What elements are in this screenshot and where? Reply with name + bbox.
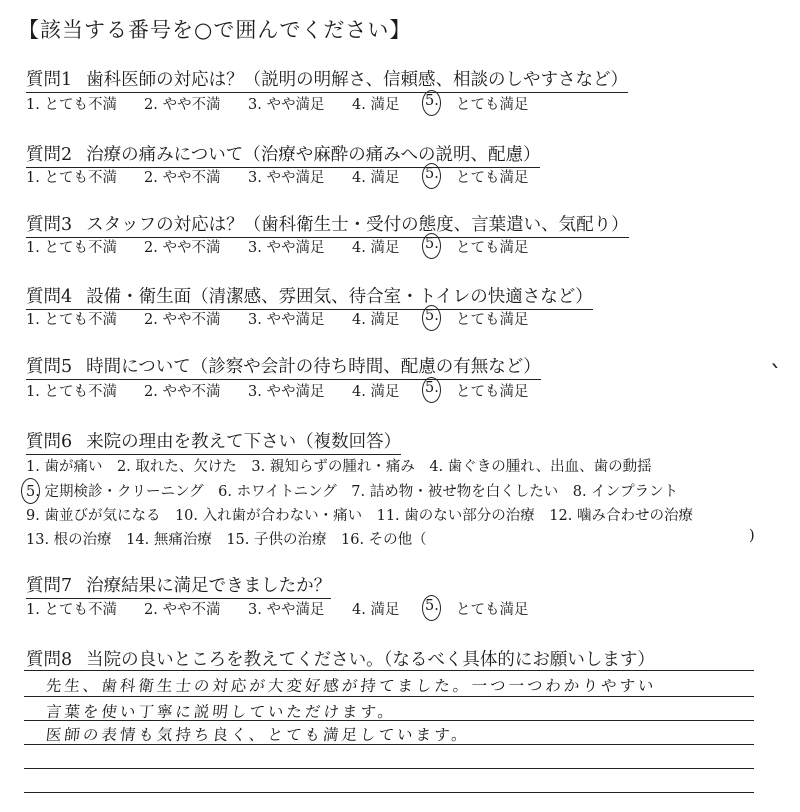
q3-option-2[interactable]: 2. やや不満 <box>144 240 221 256</box>
handwritten-answer-line-3[interactable]: 医師の表情も気持ち良く、とても満足しています。 <box>44 726 471 744</box>
q1-option-4[interactable]: 4. 満足 <box>352 97 400 113</box>
q2-option-2[interactable]: 2. やや不満 <box>144 170 221 186</box>
question-8-title <box>26 646 655 672</box>
q5-selection-circle <box>422 377 441 403</box>
q7-option-1[interactable]: 1. とても不満 <box>26 602 117 618</box>
survey-header: 【該当する番号を○で囲んでください】 <box>18 18 412 42</box>
q2-selection-circle <box>422 163 441 189</box>
q4-selection-circle <box>422 305 441 331</box>
q6-reason-row-2[interactable]: 5. 定期検診・クリーニング 6. ホワイトニング 7. 詰め物・被せ物を白くしたい 8. インプラント <box>26 484 679 500</box>
answer-rule-6 <box>24 792 754 793</box>
q5-option-4[interactable]: 4. 満足 <box>352 384 400 400</box>
q1-option-1[interactable]: 1. とても不満 <box>26 97 117 113</box>
q1-option-2[interactable]: 2. やや不満 <box>144 97 221 113</box>
q2-option-3[interactable]: 3. やや満足 <box>248 170 325 186</box>
answer-rule-2 <box>24 696 754 697</box>
q6-other-close-paren: ) <box>749 528 755 544</box>
handwritten-answer-line-2[interactable]: 言葉を使い丁寧に説明していただけます。 <box>44 703 398 721</box>
q5-option-2[interactable]: 2. やや不満 <box>144 384 221 400</box>
q7-option-5[interactable]: 5. <box>425 598 439 614</box>
q1-option-3[interactable]: 3. やや満足 <box>248 97 325 113</box>
handwritten-answer-line-1[interactable]: 先生、歯科衛生士の対応が大変好感が持てました。一つ一つわかりやすい <box>44 677 658 695</box>
q6-reason-row-3[interactable]: 9. 歯並びが気になる 10. 入れ歯が合わない・痛い 11. 歯のない部分の治療 12. 噛み合わせの治療 <box>26 508 693 524</box>
question-3-title <box>26 211 629 238</box>
q1-option-5-label: とても満足 <box>456 97 529 113</box>
q3-option-4[interactable]: 4. 満足 <box>352 240 400 256</box>
question-4-text: 設備・衛生面（清潔感、雰囲気、待合室・トイレの快適さなど） <box>86 287 593 307</box>
q1-option-5[interactable]: 5. <box>425 93 439 109</box>
question-2-text: 治療の痛みについて（治療や麻酔の痛みへの説明、配慮） <box>86 145 541 165</box>
q7-selection-circle <box>422 595 441 621</box>
q6-selection-circle <box>21 478 40 504</box>
answer-rule-5 <box>24 768 754 769</box>
question-6-title <box>26 428 401 455</box>
q2-option-5-label: とても満足 <box>456 170 529 186</box>
q4-option-5[interactable]: 5. <box>425 308 439 324</box>
question-7-title <box>26 572 331 599</box>
q7-option-4[interactable]: 4. 満足 <box>352 602 400 618</box>
question-7-number: 質問7 <box>26 576 73 596</box>
question-5-text: 時間について（診察や会計の待ち時間、配慮の有無など） <box>86 357 541 377</box>
stray-pen-mark: ˋ <box>770 361 782 389</box>
q2-option-1[interactable]: 1. とても不満 <box>26 170 117 186</box>
q3-option-1[interactable]: 1. とても不満 <box>26 240 117 256</box>
q3-option-5[interactable]: 5. <box>425 236 439 252</box>
question-5-title <box>26 353 541 380</box>
question-4-number: 質問4 <box>26 287 73 307</box>
question-8-text: 当院の良いところを教えてください。（なるべく具体的にお願いします） <box>86 650 655 670</box>
q1-selection-circle <box>422 90 441 116</box>
q6-reason-row-4[interactable]: 13. 根の治療 14. 無痛治療 15. 子供の治療 16. その他（ <box>26 532 427 548</box>
q5-option-3[interactable]: 3. やや満足 <box>248 384 325 400</box>
q4-option-4[interactable]: 4. 満足 <box>352 312 400 328</box>
q3-selection-circle <box>422 233 441 259</box>
q7-option-5-label: とても満足 <box>456 602 529 618</box>
q4-option-1[interactable]: 1. とても不満 <box>26 312 117 328</box>
question-7-text: 治療結果に満足できましたか？ <box>86 576 332 596</box>
q3-option-5-label: とても満足 <box>456 240 529 256</box>
question-6-text: 来院の理由を教えて下さい（複数回答） <box>86 432 402 452</box>
q6-reason-row-1[interactable]: 1. 歯が痛い 2. 取れた、欠けた 3. 親知らずの腫れ・痛み 4. 歯ぐきの腫れ、出血、歯の動揺 <box>26 459 652 475</box>
question-6-number: 質問6 <box>26 432 73 452</box>
question-2-title <box>26 141 540 168</box>
question-4-title <box>26 283 593 310</box>
q5-option-5[interactable]: 5. <box>425 380 439 396</box>
q7-option-3[interactable]: 3. やや満足 <box>248 602 325 618</box>
question-1-text: 歯科医師の対応は？（説明の明解さ、信頼感、相談のしやすさなど） <box>86 70 628 90</box>
q7-option-2[interactable]: 2. やや不満 <box>144 602 221 618</box>
question-8-number: 質問8 <box>26 650 73 670</box>
q3-option-3[interactable]: 3. やや満足 <box>248 240 325 256</box>
question-1-number: 質問1 <box>26 70 73 90</box>
q2-option-5[interactable]: 5. <box>425 166 439 182</box>
q4-option-5-label: とても満足 <box>456 312 529 328</box>
q5-option-1[interactable]: 1. とても不満 <box>26 384 117 400</box>
q4-option-3[interactable]: 3. やや満足 <box>248 312 325 328</box>
q4-option-2[interactable]: 2. やや不満 <box>144 312 221 328</box>
question-3-number: 質問3 <box>26 215 73 235</box>
question-3-text: スタッフの対応は？（歯科衛生士・受付の態度、言葉遣い、気配り） <box>86 215 629 235</box>
q2-option-4[interactable]: 4. 満足 <box>352 170 400 186</box>
question-2-number: 質問2 <box>26 145 73 165</box>
q5-option-5-label: とても満足 <box>456 384 529 400</box>
question-5-number: 質問5 <box>26 357 73 377</box>
question-1-title <box>26 66 628 93</box>
answer-rule-1 <box>24 670 754 671</box>
